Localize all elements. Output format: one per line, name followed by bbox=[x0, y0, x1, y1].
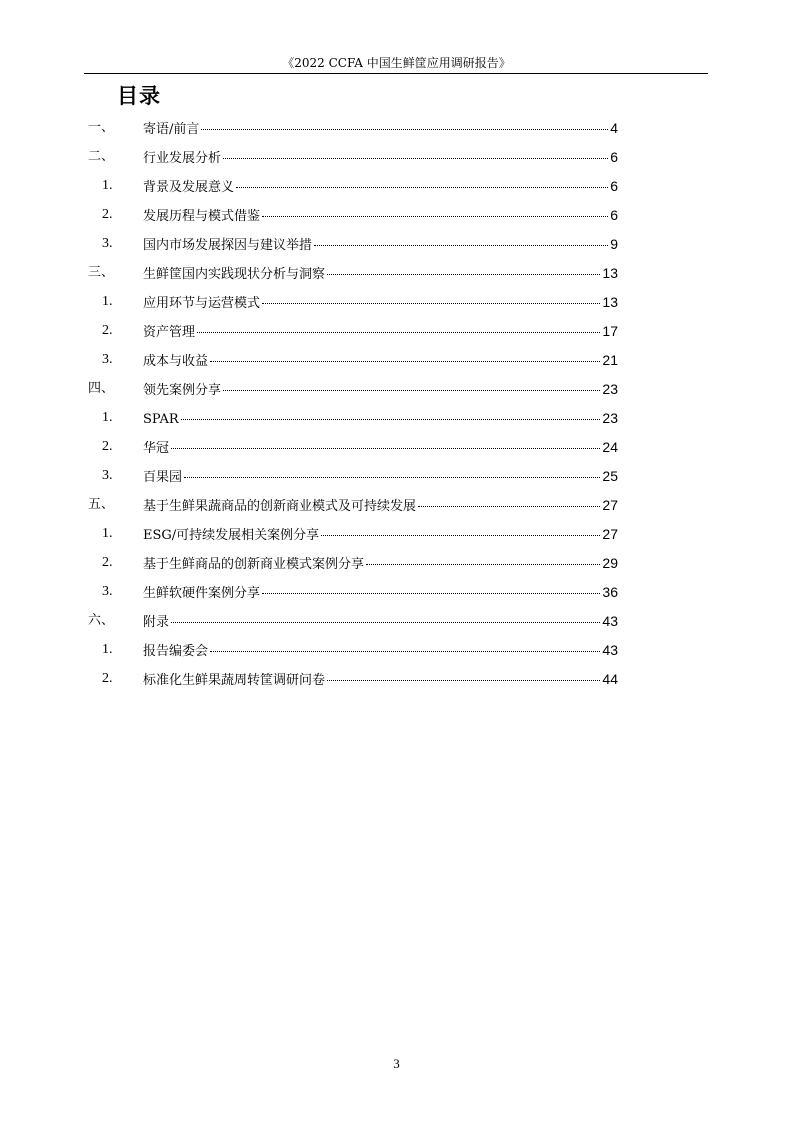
toc-entry-number: 2. bbox=[102, 439, 113, 454]
page-number: 3 bbox=[393, 1056, 400, 1071]
toc-entry-line bbox=[143, 641, 618, 661]
toc-entry[interactable] bbox=[0, 607, 793, 636]
toc-entry-title: 发展历程与模式借鉴 bbox=[143, 209, 261, 224]
toc-entry-line bbox=[143, 235, 618, 255]
toc-entry-number: 一、 bbox=[88, 120, 115, 135]
toc-entry-page: 27 bbox=[602, 497, 618, 513]
toc-entry[interactable] bbox=[0, 114, 793, 143]
toc-dot-leader bbox=[236, 186, 608, 188]
toc-entry-title: 寄语/前言 bbox=[143, 122, 200, 137]
toc-entry-title: 报告编委会 bbox=[143, 644, 209, 659]
toc-entry-page: 9 bbox=[610, 236, 618, 252]
toc-dot-leader bbox=[181, 418, 601, 420]
toc-entry-line bbox=[143, 583, 618, 603]
toc-entry-line bbox=[143, 612, 618, 632]
toc-entry-page: 6 bbox=[610, 207, 618, 223]
toc-entry-number: 六、 bbox=[88, 613, 115, 628]
toc-dot-leader bbox=[210, 360, 600, 362]
toc-entry-number: 2. bbox=[102, 555, 113, 570]
toc-entry[interactable] bbox=[0, 346, 793, 375]
toc-entry-page: 13 bbox=[602, 294, 618, 310]
toc-entry-page: 25 bbox=[602, 468, 618, 484]
toc-entry-page: 23 bbox=[602, 410, 618, 426]
toc-entry-page: 24 bbox=[602, 439, 618, 455]
toc-entry-title: 国内市场发展探因与建议举措 bbox=[143, 238, 313, 253]
toc-entry-line bbox=[143, 438, 618, 458]
toc-entry-line bbox=[143, 206, 618, 226]
toc-entry-number: 3. bbox=[102, 352, 113, 367]
toc-entry-page: 23 bbox=[602, 381, 618, 397]
toc-dot-leader bbox=[327, 273, 600, 275]
toc-entry-number: 3. bbox=[102, 468, 113, 483]
toc-entry-line bbox=[143, 351, 618, 371]
toc-dot-leader bbox=[184, 476, 600, 478]
toc-entry-number: 四、 bbox=[88, 381, 115, 396]
toc-entry[interactable] bbox=[0, 433, 793, 462]
toc-entry[interactable] bbox=[0, 665, 793, 694]
toc-dot-leader bbox=[262, 302, 600, 304]
toc-entry-number: 五、 bbox=[88, 497, 115, 512]
toc-entry-line bbox=[143, 119, 618, 139]
header-rule bbox=[84, 73, 708, 74]
toc-entry-line bbox=[143, 293, 618, 313]
toc-entry-number: 3. bbox=[102, 236, 113, 251]
toc-entry-title: 基于生鲜果蔬商品的创新商业模式及可持续发展 bbox=[143, 499, 417, 514]
toc-entry-line bbox=[143, 148, 618, 168]
toc-entry-title: 领先案例分享 bbox=[143, 383, 222, 398]
toc-entry[interactable] bbox=[0, 578, 793, 607]
toc-entry-line bbox=[143, 409, 618, 429]
toc-entry-number: 二、 bbox=[88, 149, 115, 164]
toc-entry-page: 21 bbox=[602, 352, 618, 368]
toc-entry[interactable] bbox=[0, 375, 793, 404]
toc-dot-leader bbox=[171, 621, 600, 623]
toc-entry-number: 1. bbox=[102, 526, 113, 541]
toc-entry-page: 13 bbox=[602, 265, 618, 281]
toc-entry[interactable] bbox=[0, 201, 793, 230]
toc-dot-leader bbox=[197, 331, 600, 333]
toc-entry-title: 成本与收益 bbox=[143, 354, 209, 369]
toc-entry-page: 44 bbox=[602, 671, 618, 687]
toc-entry-number: 1. bbox=[102, 178, 113, 193]
toc-entry-page: 17 bbox=[602, 323, 618, 339]
toc-entry-page: 6 bbox=[610, 178, 618, 194]
toc-entry[interactable] bbox=[0, 172, 793, 201]
toc-dot-leader bbox=[223, 389, 600, 391]
toc-entry-title: SPAR bbox=[143, 412, 179, 427]
toc-dot-leader bbox=[210, 650, 600, 652]
toc-entry-page: 43 bbox=[602, 642, 618, 658]
toc-entry-number: 2. bbox=[102, 671, 113, 686]
toc-entry-line bbox=[143, 525, 618, 545]
toc-entry-title: 基于生鲜商品的创新商业模式案例分享 bbox=[143, 557, 365, 572]
toc-entry-title: 资产管理 bbox=[143, 325, 196, 340]
toc-entry-line bbox=[143, 177, 618, 197]
toc-entry-page: 6 bbox=[610, 149, 618, 165]
toc-entry[interactable] bbox=[0, 520, 793, 549]
toc-entry-line bbox=[143, 554, 618, 574]
toc-dot-leader bbox=[262, 592, 600, 594]
toc-dot-leader bbox=[201, 128, 608, 130]
toc-entry-title: 附录 bbox=[143, 615, 170, 630]
toc-dot-leader bbox=[262, 215, 608, 217]
toc-entry-line bbox=[143, 496, 618, 516]
toc-dot-leader bbox=[418, 505, 600, 507]
toc-entry-line bbox=[143, 264, 618, 284]
toc-entry-page: 43 bbox=[602, 613, 618, 629]
toc-dot-leader bbox=[171, 447, 600, 449]
toc-entry-line bbox=[143, 322, 618, 342]
toc-entry-title: 应用环节与运营模式 bbox=[143, 296, 261, 311]
toc-entry-number: 3. bbox=[102, 584, 113, 599]
toc-entry-line bbox=[143, 670, 618, 690]
toc-entry-title: 百果园 bbox=[143, 470, 183, 485]
toc-entry-title: 标准化生鲜果蔬周转筐调研问卷 bbox=[143, 673, 326, 688]
toc-entry-title: ESG/可持续发展相关案例分享 bbox=[143, 528, 320, 543]
toc-dot-leader bbox=[223, 157, 608, 159]
toc-title: 目录 bbox=[117, 84, 161, 108]
toc-entry-page: 36 bbox=[602, 584, 618, 600]
toc-entry-line bbox=[143, 380, 618, 400]
toc-entry-title: 华冠 bbox=[143, 441, 170, 456]
toc-entry[interactable] bbox=[0, 462, 793, 491]
running-header: 《2022 CCFA 中国生鲜筐应用调研报告》 bbox=[282, 56, 511, 70]
toc-entry-page: 27 bbox=[602, 526, 618, 542]
toc-entry[interactable] bbox=[0, 259, 793, 288]
toc-entry-page: 4 bbox=[610, 120, 618, 136]
toc-entry-page: 29 bbox=[602, 555, 618, 571]
toc-dot-leader bbox=[366, 563, 600, 565]
toc-entry[interactable] bbox=[0, 549, 793, 578]
toc-entry-number: 1. bbox=[102, 642, 113, 657]
toc-dot-leader bbox=[314, 244, 608, 246]
toc-entry[interactable] bbox=[0, 491, 793, 520]
toc-entry[interactable] bbox=[0, 230, 793, 259]
toc-entry-number: 2. bbox=[102, 207, 113, 222]
toc-list bbox=[0, 114, 793, 694]
toc-entry-number: 1. bbox=[102, 410, 113, 425]
toc-entry-title: 背景及发展意义 bbox=[143, 180, 235, 195]
toc-entry-number: 1. bbox=[102, 294, 113, 309]
toc-entry-number: 三、 bbox=[88, 265, 115, 280]
toc-dot-leader bbox=[321, 534, 600, 536]
toc-entry-title: 生鲜筐国内实践现状分析与洞察 bbox=[143, 267, 326, 282]
toc-entry[interactable] bbox=[0, 143, 793, 172]
toc-dot-leader bbox=[327, 679, 600, 681]
toc-entry-title: 行业发展分析 bbox=[143, 151, 222, 166]
toc-entry[interactable] bbox=[0, 636, 793, 665]
toc-entry-line bbox=[143, 467, 618, 487]
toc-entry[interactable] bbox=[0, 288, 793, 317]
toc-entry-number: 2. bbox=[102, 323, 113, 338]
toc-entry-title: 生鲜软硬件案例分享 bbox=[143, 586, 261, 601]
toc-entry[interactable] bbox=[0, 404, 793, 433]
toc-entry[interactable] bbox=[0, 317, 793, 346]
